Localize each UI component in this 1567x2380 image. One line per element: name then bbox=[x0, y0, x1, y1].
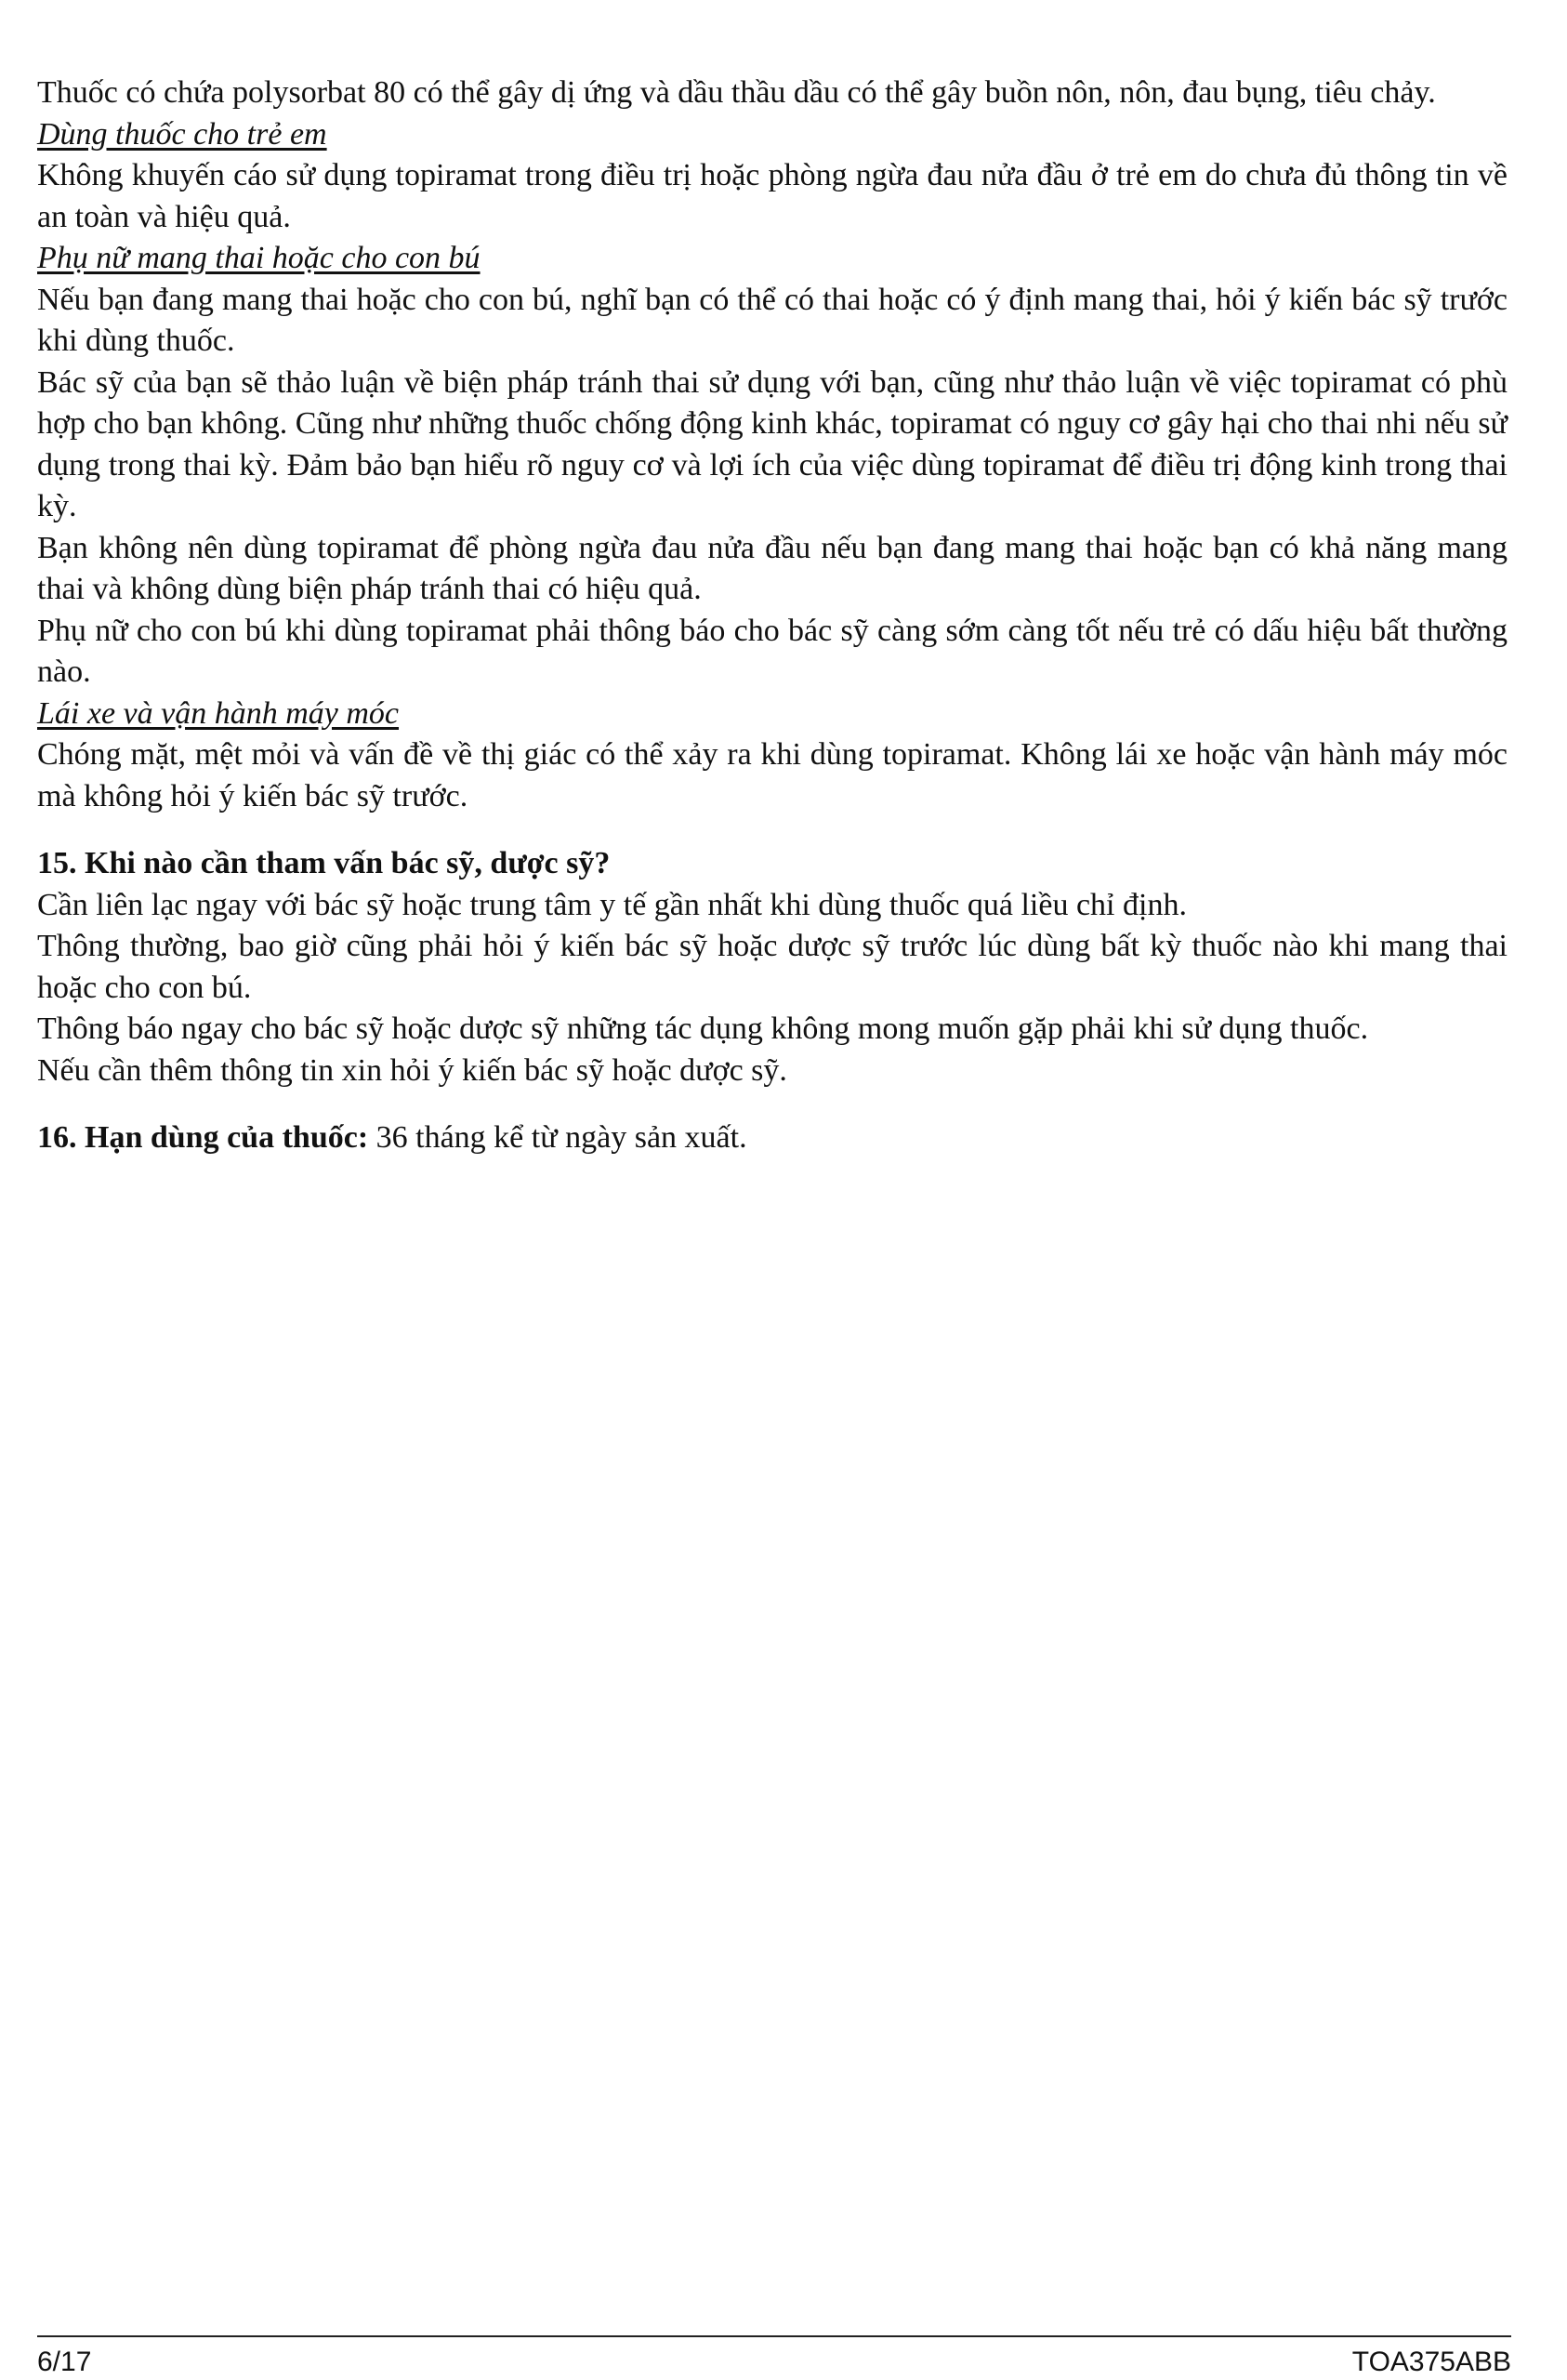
paragraph-driving: Chóng mặt, mệt mỏi và vấn đề về thị giác có thể xảy ra khi dùng topiramat. Không lái xe hoặc vận hành máy móc mà không hỏi ý kiến bác sỹ trước. bbox=[37, 737, 1508, 813]
page-footer bbox=[37, 2347, 1511, 2378]
subheading-driving: Lái xe và vận hành máy móc bbox=[37, 695, 400, 731]
section-15-paragraph-1: Cần liên lạc ngay với bác sỹ hoặc trung tâm y tế gần nhất khi dùng thuốc quá liều chỉ định. bbox=[37, 887, 1187, 922]
paragraph-pregnancy-4: Phụ nữ cho con bú khi dùng topiramat phải thông báo cho bác sỹ càng sớm càng tốt nếu trẻ có dấu hiệu bất thường nào. bbox=[37, 613, 1508, 689]
subheading-pregnancy: Phụ nữ mang thai hoặc cho con bú bbox=[37, 241, 481, 275]
paragraph-pregnancy-2: Bác sỹ của bạn sẽ thảo luận về biện pháp tránh thai sử dụng với bạn, cũng như thảo luận về việc topiramat có phù hợp cho bạn không. Cũng như những thuốc chống động kinh khác, topiramat có nguy cơ gây hại cho thai nhi nếu sử dụng trong thai kỳ. Đảm bảo bạn hiểu rõ nguy cơ và lợi ích của việc dùng topiramat để điều trị động kinh trong thai kỳ. bbox=[37, 364, 1508, 523]
paragraph-pregnancy-3: Bạn không nên dùng topiramat để phòng ngừa đau nửa đầu nếu bạn đang mang thai hoặc bạn có khả năng mang thai và không dùng biện pháp tránh thai có hiệu quả. bbox=[37, 530, 1508, 606]
paragraph-excipient-warning: Thuốc có chứa polysorbat 80 có thể gây dị ứng và dầu thầu dầu có thể gây buồn nôn, nôn, đau bụng, tiêu chảy. bbox=[37, 75, 1436, 110]
page-number: 6/17 bbox=[37, 2347, 92, 2377]
section-15-paragraph-3: Thông báo ngay cho bác sỹ hoặc dược sỹ những tác dụng không mong muốn gặp phải khi sử dụng thuốc. bbox=[37, 1012, 1369, 1046]
section-15-paragraph-4: Nếu cần thêm thông tin xin hỏi ý kiến bác sỹ hoặc dược sỹ. bbox=[37, 1052, 787, 1088]
paragraph-children: Không khuyến cáo sử dụng topiramat trong điều trị hoặc phòng ngừa đau nửa đầu ở trẻ em do chưa đủ thông tin về an toàn và hiệu quả. bbox=[37, 158, 1508, 234]
section-16 bbox=[37, 1117, 1508, 1159]
subheading-children: Dùng thuốc cho trẻ em bbox=[37, 116, 327, 152]
document-body bbox=[37, 73, 1508, 1159]
document-code: TOA375ABB bbox=[1351, 2347, 1511, 2377]
section-16-text: 36 tháng kể từ ngày sản xuất. bbox=[368, 1120, 747, 1155]
section-15-paragraph-2: Thông thường, bao giờ cũng phải hỏi ý kiến bác sỹ hoặc dược sỹ trước lúc dùng bất kỳ thuốc nào khi mang thai hoặc cho con bú. bbox=[37, 929, 1508, 1005]
section-16-title: 16. Hạn dùng của thuốc: bbox=[37, 1120, 369, 1155]
footer-divider bbox=[37, 2335, 1511, 2337]
section-15-title: 15. Khi nào cần tham vấn bác sỹ, dược sỹ? bbox=[37, 846, 611, 880]
paragraph-pregnancy-1: Nếu bạn đang mang thai hoặc cho con bú, nghĩ bạn có thể có thai hoặc có ý định mang thai, hỏi ý kiến bác sỹ trước khi dùng thuốc. bbox=[37, 282, 1508, 358]
